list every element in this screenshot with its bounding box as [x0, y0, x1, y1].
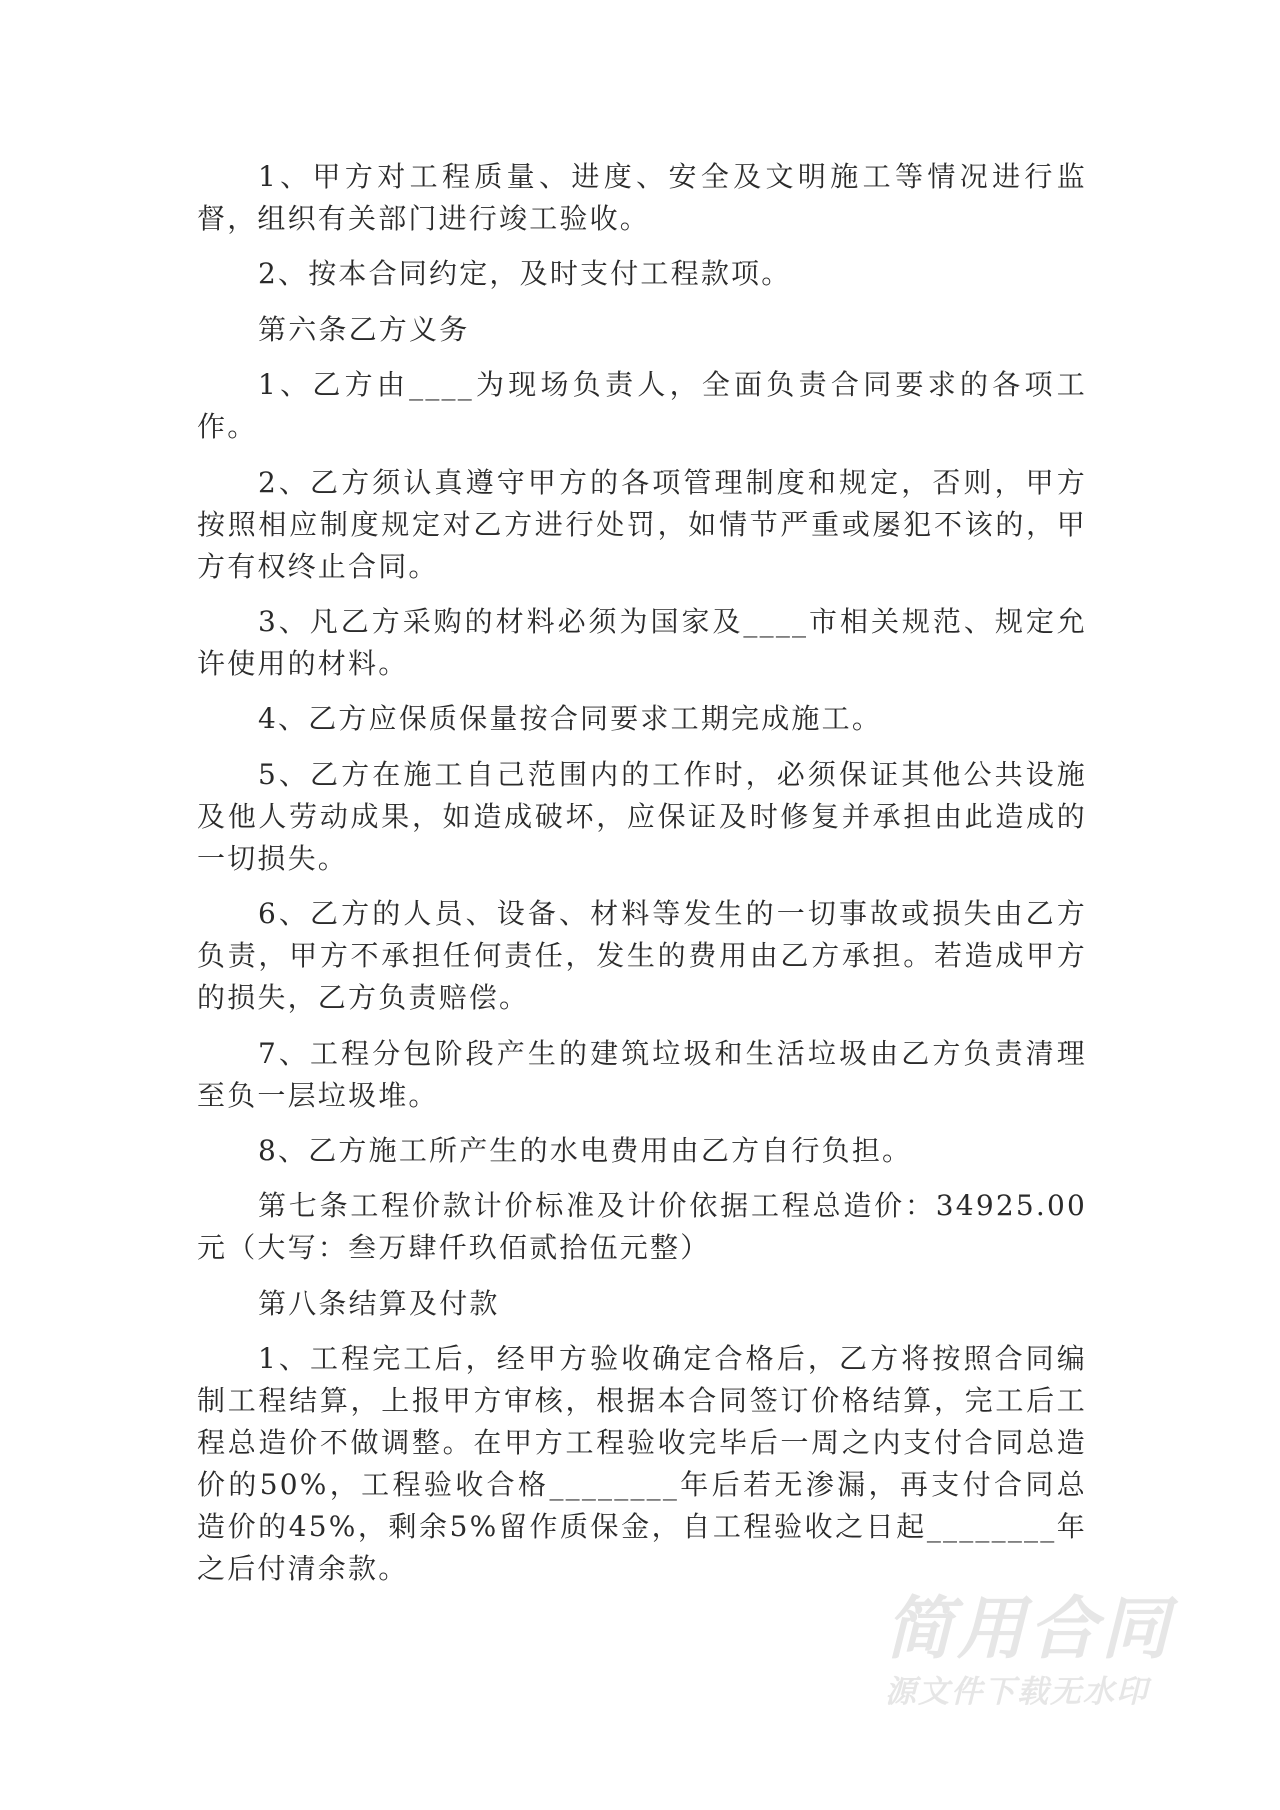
document-body — [197, 156, 1087, 1603]
paragraph: 2、按本合同约定，及时支付工程款项。 — [258, 257, 792, 291]
paragraph: 1、工程完工后，经甲方验收确定合格后，乙方将按照合同编制工程结算，上报甲方审核，根据本合同签订价格结算，完工后工程总造价不做调整。在甲方工程验收完毕后一周之内支付合同总造价的50%，工程验收合格________年后若无渗漏，再支付合同总造价的45%，剩余5%留作质保金，自工程验收之日起________年之后付清余款。 — [197, 1342, 1087, 1586]
paragraph: 4、乙方应保质保量按合同要求工期完成施工。 — [258, 702, 883, 736]
section-heading: 第七条工程价款计价标准及计价依据工程总造价：34925.00元（大写：叁万肆仟玖佰贰拾伍元整） — [197, 1189, 1087, 1265]
paragraph: 7、工程分包阶段产生的建筑垃圾和生活垃圾由乙方负责清理至负一层垃圾堆。 — [197, 1036, 1087, 1112]
watermark-tagline: 源文件下载无水印 — [885, 1674, 1149, 1710]
watermark-brand: 简用合同 — [885, 1590, 1174, 1669]
paragraph: 8、乙方施工所产生的水电费用由乙方自行负担。 — [258, 1133, 913, 1167]
section-heading: 第六条乙方义务 — [258, 312, 470, 346]
section-heading: 第八条结算及付款 — [258, 1286, 500, 1320]
watermark-logo — [885, 1590, 1195, 1714]
paragraph: 5、乙方在施工自己范围内的工作时，必须保证其他公共设施及他人劳动成果，如造成破坏，应保证及时修复并承担由此造成的一切损失。 — [197, 757, 1087, 875]
paragraph: 1、乙方由____为现场负责人，全面负责合同要求的各项工作。 — [197, 368, 1087, 444]
paragraph: 3、凡乙方采购的材料必须为国家及____市相关规范、规定允许使用的材料。 — [197, 604, 1087, 680]
paragraph: 1、甲方对工程质量、进度、安全及文明施工等情况进行监督，组织有关部门进行竣工验收。 — [197, 160, 1087, 235]
paragraph: 6、乙方的人员、设备、材料等发生的一切事故或损失由乙方负责，甲方不承担任何责任，发生的费用由乙方承担。若造成甲方的损失，乙方负责赔偿。 — [197, 897, 1087, 1015]
paragraph: 2、乙方须认真遵守甲方的各项管理制度和规定，否则，甲方按照相应制度规定对乙方进行处罚，如情节严重或屡犯不该的，甲方有权终止合同。 — [197, 465, 1087, 583]
